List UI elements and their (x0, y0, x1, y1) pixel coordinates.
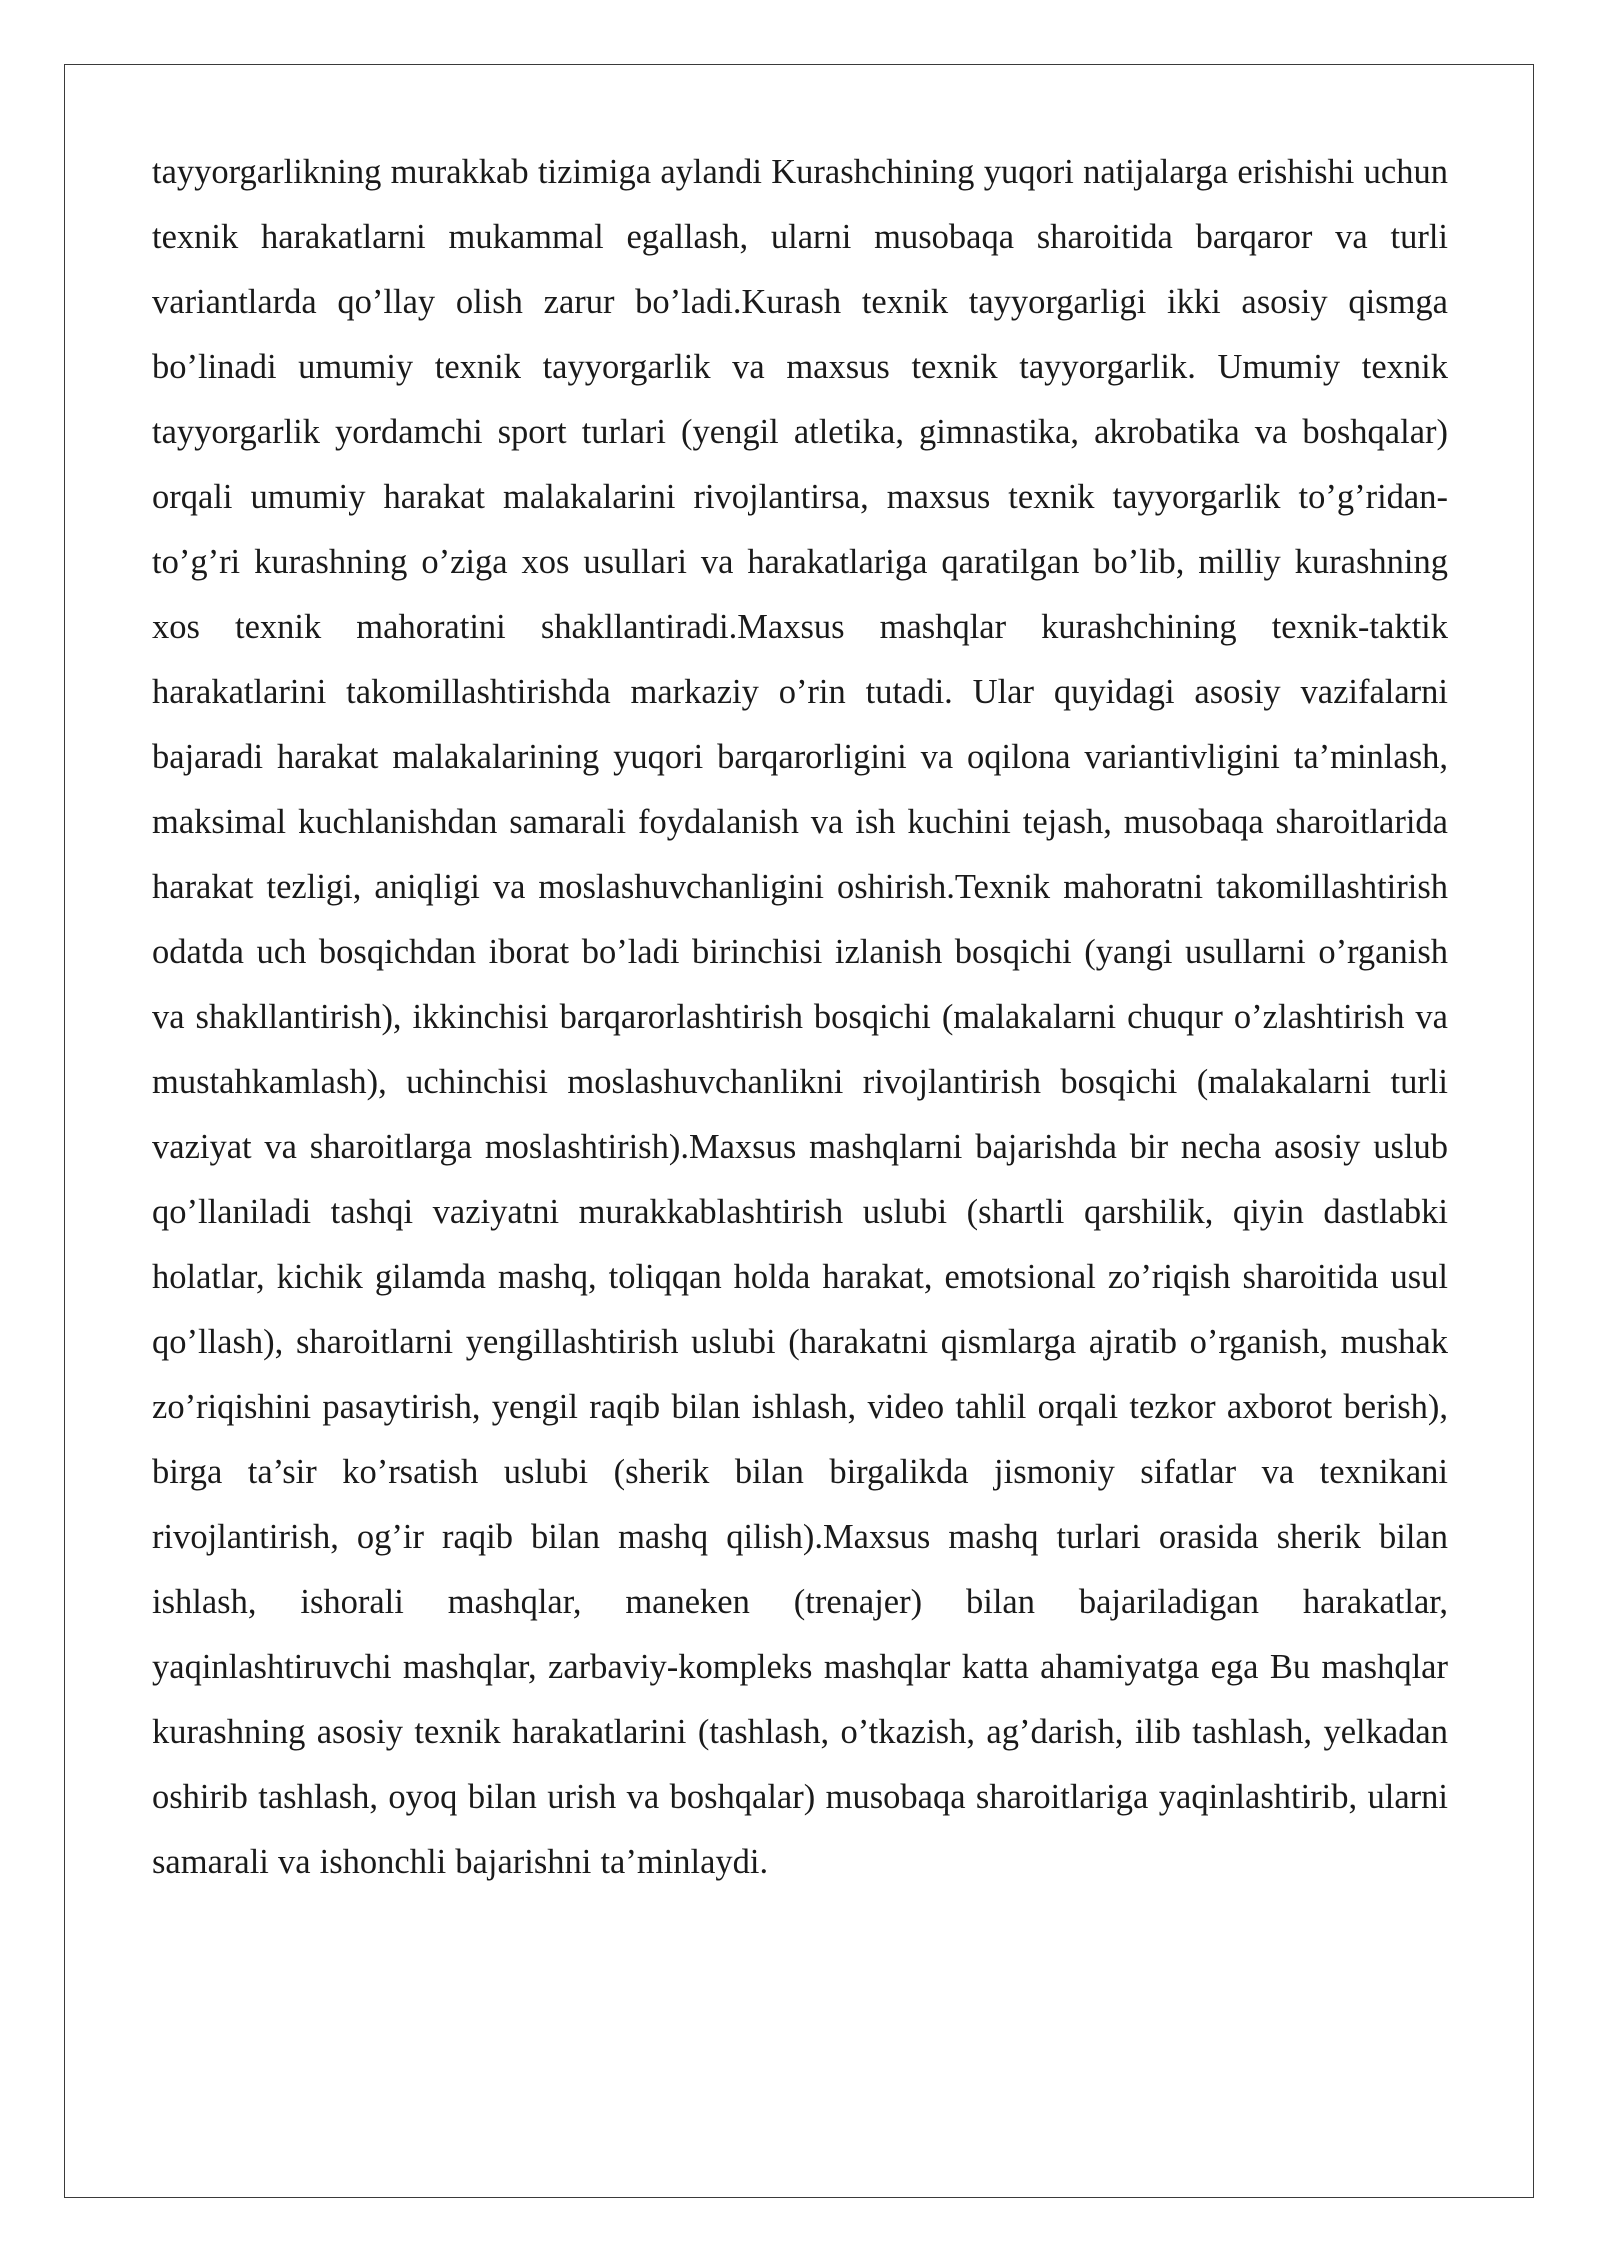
body-paragraph: tayyorgarlikning murakkab tizimiga aylandi Kurashchining yuqori natijalarga erishishi uchun texnik harakatlarni mukammal egallash, ularni musobaqa sharoitida barqaror va turli variantlarda qo’llay olish zarur bo’ladi.Kurash texnik tayyorgarligi ikki asosiy qismga bo’linadi umumiy texnik tayyorgarlik va maxsus texnik tayyorgarlik. Umumiy texnik tayyorgarlik yordamchi sport turlari (yengil atletika, gimnastika, akrobatika va boshqalar) orqali umumiy harakat malakalarini rivojlantirsa, maxsus texnik tayyorgarlik to’g’ridan-to’g’ri kurashning o’ziga xos usullari va harakatlariga qaratilgan bo’lib, milliy kurashning xos texnik mahoratini shakllantiradi.Maxsus mashqlar kurashchining texnik-taktik harakatlarini takomillashtirishda markaziy o’rin tutadi. Ular quyidagi asosiy vazifalarni bajaradi harakat malakalarining yuqori barqarorligini va oqilona variantivligini ta’minlash, maksimal kuchlanishdan samarali foydalanish va ish kuchini tejash, musobaqa sharoitlarida harakat tezligi, aniqligi va moslashuvchanligini oshirish.Texnik mahoratni takomillashtirish odatda uch bosqichdan iborat bo’ladi birinchisi izlanish bosqichi (yangi usullarni o’rganish va shakllantirish), ikkinchisi barqarorlashtirish bosqichi (malakalarni chuqur o’zlashtirish va mustahkamlash), uchinchisi moslashuvchanlikni rivojlantirish bosqichi (malakalarni turli vaziyat va sharoitlarga moslashtirish).Maxsus mashqlarni bajarishda bir necha asosiy uslub qo’llaniladi tashqi vaziyatni murakkablashtirish uslubi (shartli qarshilik, qiyin dastlabki holatlar, kichik gilamda mashq, toliqqan holda harakat, emotsional zo’riqish sharoitida usul qo’llash), sharoitlarni yengillashtirish uslubi (harakatni qismlarga ajratib o’rganish, mushak zo’riqishini pasaytirish, yengil raqib bilan ishlash, video tahlil orqali tezkor axborot berish), birga ta’sir ko’rsatish uslubi (sherik bilan birgalikda jismoniy sifatlar va texnikani rivojlantirish, og’ir raqib bilan mashq qilish).Maxsus mashq turlari orasida sherik bilan ishlash, ishorali mashqlar, maneken (trenajer) bilan bajariladigan harakatlar, yaqinlashtiruvchi mashqlar, zarbaviy-kompleks mashqlar katta ahamiyatga ega Bu mashqlar kurashning asosiy texnik harakatlarini (tashlash, o’tkazish, ag’darish, ilib tashlash, yelkadan oshirib tashlash, oyoq bilan urish va boshqalar) musobaqa sharoitlariga yaqinlashtirib, ularni samarali va ishonchli bajarishni ta’minlaydi. (152, 153, 1448, 1881)
